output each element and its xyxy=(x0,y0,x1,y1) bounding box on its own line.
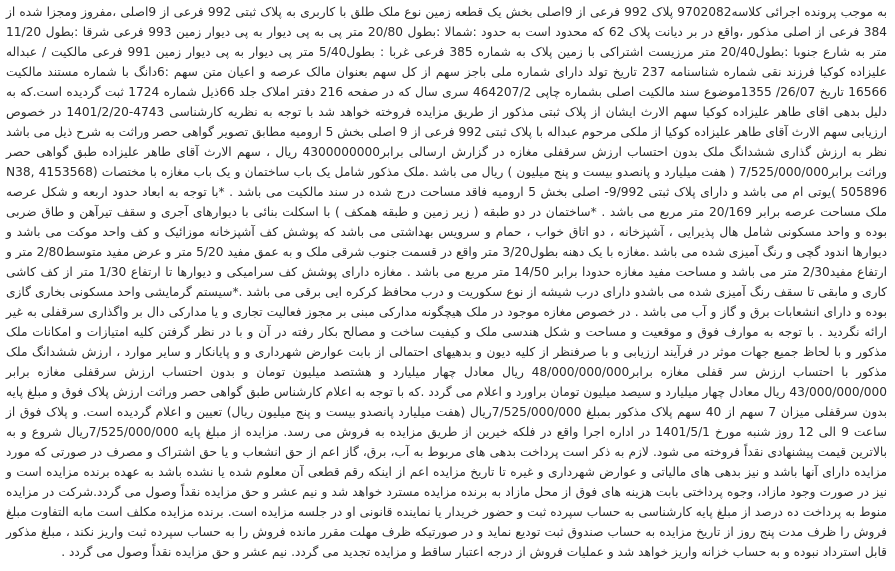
auction-notice-text: به موجب پرونده اجرائی کلاسه9702082 پلاک 992 فرعی از 9اصلی بخش یک قطعه زمین نوع ملک طلق با کاربری به پلاک ثبتی 992 فرعی از 9اصلی ،مفروز ومجزا شده از 384 فرعی از اصلی مذکور ،واقع در بر دیانت پلاک 62 که محدود است به حدود :شمالا :بطول 20/80 متر پی به پی دیوار به پی دیوار زمین 993 فرعی شرقا :بطول 11/20 متر به شارع جنوبا :بطول20/40 متر مرزیست اشتراکی با زمین پلاک به شماره 385 فرعی غربا : بطول5/40 متر پی دیوار به پی دیوار زمین 991 فرعی مالکیت / عبداله علیزاده کوکیا فرزند نقی شماره شناسنامه 237 تاریخ تولد دارای شماره ملی باجز سهم از کل سهم بعنوان مالک عرصه و اعیان متن سهم :6دانگ با شماره مستند مالکیت 16566 تاریخ 26/07/ 1355موضوع سند مالکیت اصلی بشماره چاپی 464207/2 سری سال که در صفحه 216 دفتر املاک جلد 66ذیل شماره 1724 ثبت گردیده است.که به دلیل بدهی اقای طاهر علیزاده کوکیا سهم الارث ایشان از پلاک ثبتی مذکور از طریق مزایده فروخته خواهد شد با توجه به نظریه کارشناسی 4743-1401/2/20 در خصوص ارزیابی سهم الارث آقای طاهر علیزاده کوکیا از ملکی مرحوم عبداله با پلاک ثبتی 992 فرعی از 9 اصلی بخش 5 ارومیه مطابق تصویر گواهی حصر وراثت به شرح ذیل می باشد نظر به ارزش گذاری ششدانگ ملک بدون احتساب ارزش سرقفلی مغازه در گزارش ارسالی برابر4300000000 ریال ، سهم الارث آقای طاهر علیزاده طبق گواهی حصر وراثت برابر7/525/000/000 ( هفت میلیارد و پانصدو بیست و پنج میلیون ) ریال می باشد .ملک مذکور شامل یک باب ساختمان و یک باب مغازه با مختصات (4153568 ,N38 505896 )یوتی ام می باشد و دارای پلاک ثبتی 9/992- اصلی بخش 5 ارومیه فاقد مساحت درج شده در سند مالکیت می باشد . *با توجه به ابعاد حدود اربعه و شکل عرصه ملک مساحت عرصه برابر 20/169 متر مربع می باشد . *ساختمان در دو طبقه ( زیر زمین و طبقه همکف ) با اسکلت بنائی با دیوارهای آجری و سقف تیرآهن و طاق ضربی بوده و واحد مسکونی شامل هال پذیرایی ، آشپزخانه ، دو اتاق خواب ، حمام و سرویس بهداشتی می باشد که پوشش کف آشپزخانه موزائیک و کف واحد موکت می باشد و دیوارها اندود گچی و رنگ آمیزی شده می باشد .مغازه با یک دهنه بطول3/20 متر واقع در قسمت جنوب شرقی ملک و به عمق مفید 5/20 متر و عرض مفید متوسط2/80 متر و ارتفاع مفید2/30 متر می باشد و مساحت مفید مغازه حدودا برابر 14/50 متر مربع می باشد . مغازه دارای پوشش کف سرامیکی و دیوارها تا ارتفاع 1/30 متر از کف کاشی کاری و مابقی تا سقف رنگ آمیزی شده می باشدو دارای درب شیشه از نوع سکوریت و درب محافظ کرکره ایی برقی می باشد .*سیستم گرمایشی واحد مسکونی بخاری گازی بوده و دارای انشعابات برق و گاز و آب می باشد . در خصوص مغازه موجود در ملک هیچگونه مدارکی مبنی بر مجوز فعالیت تجاری و یا مدارکی دال بر واگذاری سرقفلی به غیر ارائه نگردید . با توجه به موارف فوق و موقعیت و مساحت و شکل هندسی ملک و کیفیت ساخت و مصالح بکار رفته در آن و با در نظر گرفتن کلیه امتیازات و امکانات ملک مذکور و با لحاظ جمیع جهات موثر در فرآیند ارزیابی و با صرفنظر از کلیه دیون و بدهیهای احتمالی از بابت عوارض شهرداری و و پایانکار و سایر موارد ، ارزش ششدانگ ملک مذکور با احتساب ارزش سر قفلی مغازه برابر48/000/000/000 ریال معادل چهار میلیارد و هشتصد میلیون تومان و بدون احتساب ارزش سرقفلی مغازه برابر 43/000/000/000 ریال معادل چهار میلیارد و سیصد میلیون تومان براورد و اعلام می گردد .که با توجه به اعلام کارشناس طبق گواهی حصر وراثت ارزش پلاک فوق و مبلغ پایه بدون سرقفلی میزان 7 سهم از 40 سهم پلاک مذکور بمبلغ 7/525/000/000ریال (هفت میلیارد پانصدو بیست و پنج میلیون ریال) تعیین و اعلام گردیده است. و پلاک فوق از ساعت 9 الی 12 روز شنبه مورخ 1401/5/1 در اداره اجرا واقع در فلکه خیرین از طریق مزایده به فروش می رسد. مزایده از مبلغ پایه 7/525/000/000ریال شروع و به بالاترین قیمت پیشنهادی نقداً فروخته می شود. لازم به ذکر است پرداخت بدهی های مربوط به آب، برق، گاز اعم از حق انشعاب و یا حق اشتراک و مصرف در صورتی که مورد مزایده دارای آنها باشد و نیز بدهی های مالیاتی و عوارض شهرداری و غیره تا تاریخ مزایده اعم از اینکه رقم قطعی آن معلوم شده یا نشده باشد به عهده برنده مزایده است و نیز در صورت وجود مازاد، وجوه پرداختی بابت هزینه های فوق از محل مازاد به برنده مزایده مسترد خواهد شد و نیم عشر و حق مزایده نقداً وصول می گردد.شرکت در مزایده منوط به پرداخت ده درصد از مبلغ پایه کارشناسی به حساب سپرده ثبت و حضور خریدار یا نماینده قانونی او در جلسه مزایده است. برنده مزایده مکلف است مابه التفاوت مبلغ فروش را ظرف مدت پنج روز از تاریخ مزایده به حساب صندوق ثبت تودیع نماید و در صورتیکه ظرف مهلت مقرر مانده فروش را به حساب سپرده ثبت واریز نکند ، مبلغ مذکور قابل استرداد نبوده و به حساب خزانه واریز خواهد شد و عملیات فروش از درجه اعتبار ساقط و مزایده تجدید می گردد. نیم عشر و حق مزایده نقداً وصول می گردد . xyxy=(6,5,888,559)
